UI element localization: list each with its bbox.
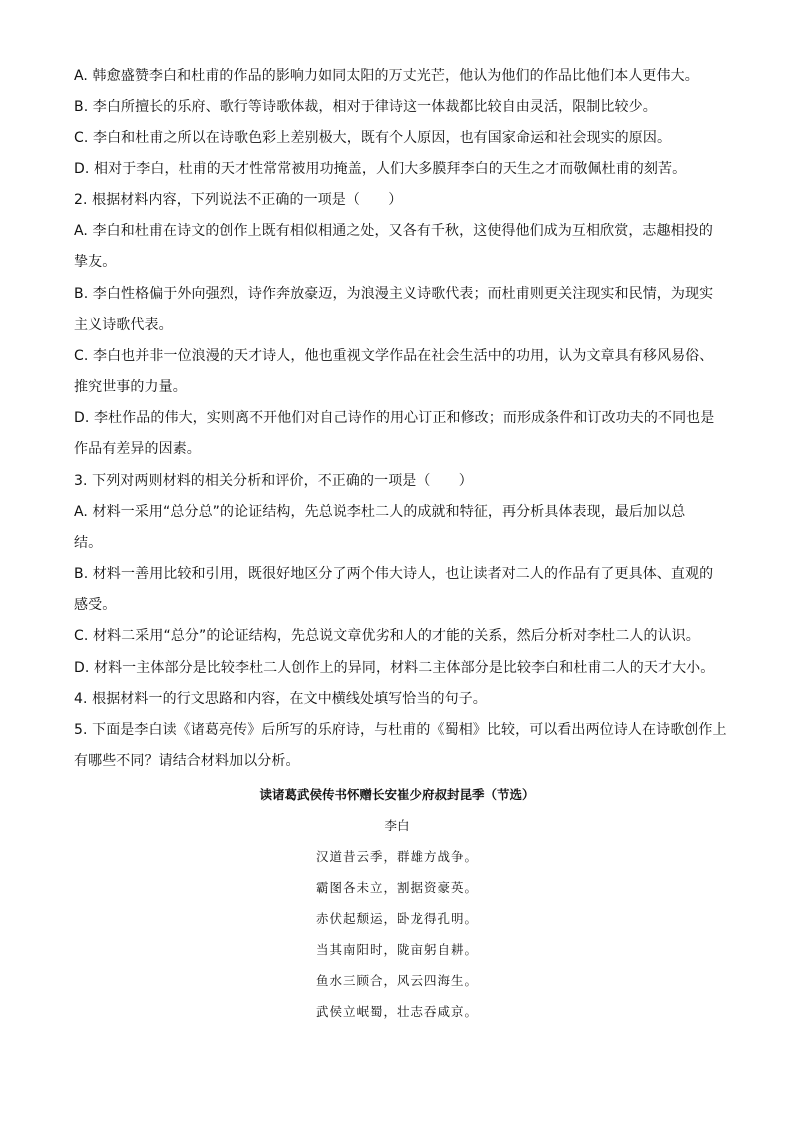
poem-line: 鱼水三顾合，风云四海生。: [315, 973, 478, 988]
question-5-cont: 有哪些不同？请结合材料加以分析。: [74, 753, 300, 769]
poem-line: 汉道昔云季，群雄方战争。: [315, 849, 478, 864]
question-4: 4. 根据材料一的行文思路和内容，在文中横线处填写恰当的句子。: [74, 691, 487, 707]
poem-title: 读诸葛武侯传书怀赠长安崔少府叔封昆季（节选）: [259, 787, 535, 802]
option-a-q3-cont: 结。: [74, 535, 103, 551]
option-d-q3: D. 材料一主体部分是比较李杜二人创作上的异同，材料二主体部分是比较李白和杜甫二人的天才大小。: [74, 660, 715, 676]
option-b-q1: B. 李白所擅长的乐府、歌行等诗歌体裁，相对于律诗这一体裁都比较自由灵活，限制比较少。: [74, 99, 657, 115]
option-b-q3: B. 材料一善用比较和引用，既很好地区分了两个伟大诗人，也让读者对二人的作品有了更具体、直观的: [74, 566, 714, 582]
option-a-q2-cont: 挚友。: [74, 254, 117, 270]
option-d-q2: D. 李杜作品的伟大，实则离不开他们对自己诗作的用心订正和修改；而形成条件和订改功夫的不同也是: [74, 410, 715, 426]
option-b-q2: B. 李白性格偏于外向强烈，诗作奔放豪迈，为浪漫主义诗歌代表；而杜甫则更关注现实和民情，为现实: [74, 286, 714, 302]
question-5: 5. 下面是李白读《诸葛亮传》后所写的乐府诗，与杜甫的《蜀相》比较，可以看出两位诗人在诗歌创作上: [74, 722, 727, 738]
option-c-q2: C. 李白也并非一位浪漫的天才诗人，他也重视文学作品在社会生活中的功用，认为文章具有移风易俗、: [74, 348, 714, 364]
option-c-q3: C. 材料二采用“总分”的论证结构，先总说文章优劣和人的才能的关系，然后分析对李杜二人的认识。: [74, 628, 700, 644]
poem-line: 赤伏起颓运，卧龙得孔明。: [315, 911, 478, 926]
option-c-q2-cont: 推究世事的力量。: [74, 379, 187, 395]
option-a-q2: A. 李白和杜甫在诗文的创作上既有相似相通之处，又各有千秋，这使得他们成为互相欣赏，志趣相投的: [74, 223, 713, 239]
option-d-q2-cont: 作品有差异的因素。: [74, 441, 201, 457]
option-c-q1: C. 李白和杜甫之所以在诗歌色彩上差别极大，既有个人原因，也有国家命运和社会现实的原因。: [74, 130, 672, 146]
poem-line: 霸图各未立，割据资豪英。: [315, 880, 478, 895]
option-d-q1: D. 相对于李白，杜甫的天才性常常被用功掩盖，人们大多膜拜李白的天生之才而敬佩杜甫的刻苦。: [74, 161, 687, 177]
poem-line: 武侯立岷蜀，壮志吞咸京。: [315, 1004, 478, 1019]
option-a-q1: A. 韩愈盛赞李白和杜甫的作品的影响力如同太阳的万丈光芒，他认为他们的作品比他们本人更伟大。: [74, 68, 699, 84]
option-a-q3: A. 材料一采用“总分总”的论证结构，先总说李杜二人的成就和特征，再分析具体表现，最后加以总: [74, 504, 686, 520]
poem-line: 当其南阳时，陇亩躬自耕。: [315, 942, 478, 957]
option-b-q2-cont: 主义诗歌代表。: [74, 317, 173, 333]
question-3: 3. 下列对两则材料的相关分析和评价，不正确的一项是（ ）: [74, 473, 473, 489]
question-2: 2. 根据材料内容，下列说法不正确的一项是（ ）: [74, 192, 403, 208]
poem-author: 李白: [384, 818, 410, 833]
option-b-q3-cont: 感受。: [74, 597, 117, 613]
